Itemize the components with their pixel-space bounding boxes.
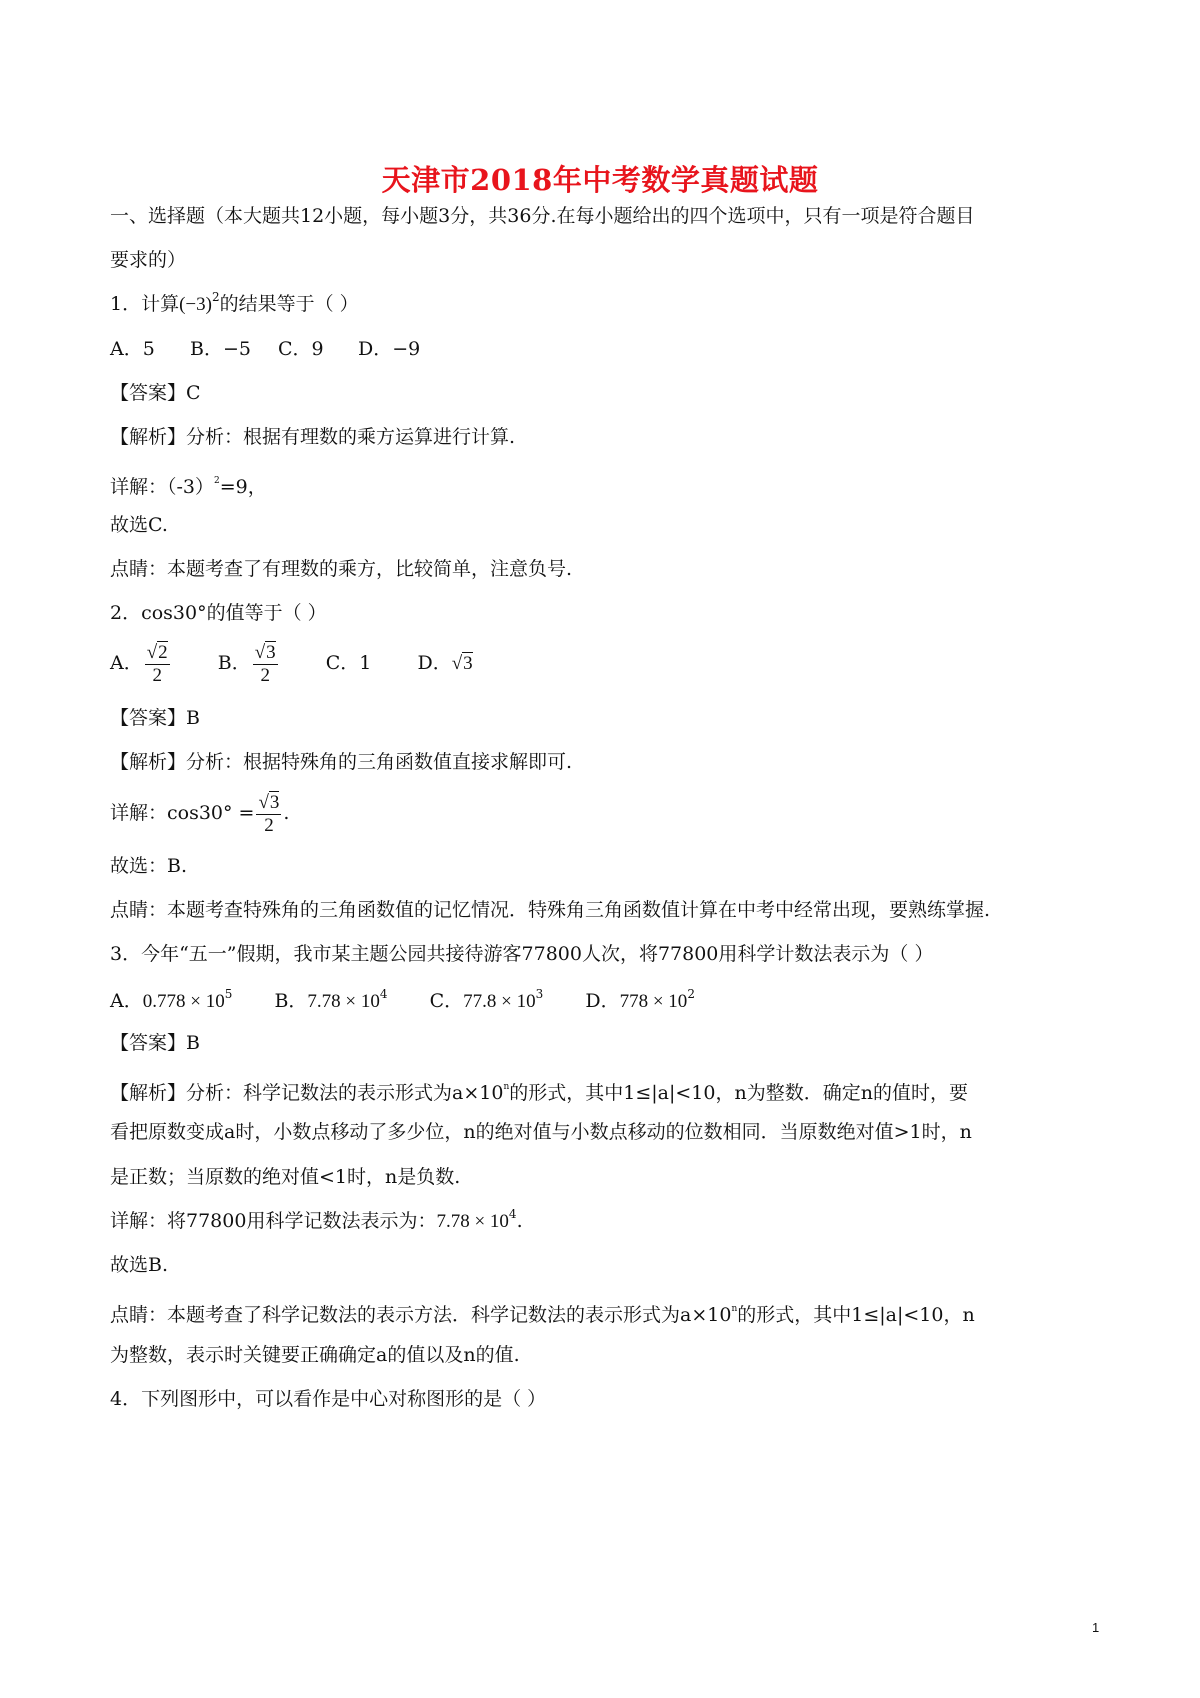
q2-option-a-label: A． xyxy=(110,652,143,674)
q1-detail xyxy=(110,468,267,500)
q3-option-a-exp: 5 xyxy=(224,987,233,1001)
q1-option-d: D．−9 xyxy=(358,338,421,360)
q3-stem: 3．今年“五一”假期，我市某主题公园共接待游客77800人次，将77800用科学计数法表示为（ ） xyxy=(110,943,934,965)
q2-option-b-fraction: $\frac{√3}{2}$ xyxy=(254,641,276,686)
q2-detail-suffix: . xyxy=(283,802,290,824)
q1-stem xyxy=(110,291,359,318)
q3-option-b-label: B． xyxy=(274,990,308,1012)
q3-option-c-mantissa: 77.8 × 10 xyxy=(463,991,536,1012)
q2-detail-prefix: 详解：cos30° = xyxy=(110,802,255,824)
q3-analysis-1-suffix: 的形式，其中1≤|a|<10，n为整数．确定n的值时，要 xyxy=(509,1082,968,1104)
q2-detail-denominator: 2 xyxy=(264,814,274,836)
q3-option-b-mantissa: 7.78 × 10 xyxy=(307,991,380,1012)
q2-option-d-sqrt: √3 xyxy=(451,653,473,674)
q2-options xyxy=(110,638,473,689)
q2-option-d-radicand: 3 xyxy=(463,653,473,674)
q2-option-b-numerator: 3 xyxy=(266,641,276,663)
q3-comment-line-2: 为整数，表示时关键要正确确定a的值以及n的值. xyxy=(110,1344,520,1366)
q1-option-a: A．5 xyxy=(110,338,155,360)
q3-option-d-mantissa: 778 × 10 xyxy=(619,991,688,1012)
q3-detail-mantissa: 7.78 × 10 xyxy=(436,1211,509,1232)
q3-option-d-exp: 2 xyxy=(687,987,695,1001)
q1-option-c: C．9 xyxy=(278,338,324,360)
section-header-line-1: 一、选择题（本大题共12小题，每小题3分，共36分.在每小题给出的四个选项中，只有一项是符合题目 xyxy=(110,205,975,227)
q2-detail-fraction: $\frac{√3}{2}$ xyxy=(258,791,280,836)
q2-detail-numerator: 3 xyxy=(269,791,280,813)
q2-stem: 2．cos30°的值等于（ ） xyxy=(110,602,327,624)
q2-option-d-label: D． xyxy=(417,652,452,674)
q3-option-d-label: D． xyxy=(585,990,620,1012)
q2-option-a-numerator: 2 xyxy=(158,641,168,663)
q3-comment-1-n: n xyxy=(731,1304,738,1314)
q1-analysis: 【解析】分析：根据有理数的乘方运算进行计算. xyxy=(110,426,516,448)
q1-prefix: 1．计算 xyxy=(110,293,180,315)
q2-option-a-fraction: $\frac{√2}{2}$ xyxy=(146,641,168,686)
q2-option-a-denominator: 2 xyxy=(152,664,162,686)
q3-analysis-line-1 xyxy=(110,1074,968,1106)
section-header-line-2: 要求的） xyxy=(110,249,187,271)
q1-option-b: B．−5 xyxy=(190,338,251,360)
q1-comment: 点睛：本题考查了有理数的乘方，比较简单，注意负号. xyxy=(110,558,573,580)
page-number: 1 xyxy=(1092,1620,1100,1635)
q1-conclusion: 故选C. xyxy=(110,514,168,536)
q3-option-b-exp: 4 xyxy=(379,987,388,1001)
q2-comment: 点睛：本题考查特殊角的三角函数值的记忆情况．特殊角三角函数值计算在中考中经常出现，要熟练掌握. xyxy=(110,899,991,921)
q3-option-a-mantissa: 0.778 × 10 xyxy=(142,991,225,1012)
q3-analysis-line-2: 看把原数变成a时，小数点移动了多少位，n的绝对值与小数点移动的位数相同．当原数绝对值>1时，n xyxy=(110,1121,972,1143)
q3-answer: 【答案】B xyxy=(110,1032,200,1054)
q2-option-c: C．1 xyxy=(325,652,372,674)
q1-suffix: 的结果等于（ ） xyxy=(219,293,359,315)
q1-detail-exp: 2 xyxy=(214,476,220,486)
q3-analysis-1-n: n xyxy=(503,1082,510,1092)
q3-detail-prefix: 详解：将77800用科学记数法表示为： xyxy=(110,1210,437,1232)
q2-option-b-denominator: 2 xyxy=(260,664,270,686)
q2-answer: 【答案】B xyxy=(110,707,200,729)
q3-detail-exp: 4 xyxy=(508,1207,517,1221)
q3-comment-line-1 xyxy=(110,1296,975,1328)
q1-expr-base: (−3) xyxy=(179,294,212,315)
q1-expr-exp: 2 xyxy=(211,290,220,304)
q3-detail-suffix: . xyxy=(516,1210,523,1232)
page-title: 天津市2018年中考数学真题试题 xyxy=(381,163,819,197)
q2-option-b-label: B． xyxy=(217,652,251,674)
q3-analysis-line-3: 是正数；当原数的绝对值<1时，n是负数. xyxy=(110,1166,461,1188)
q2-detail xyxy=(110,788,289,838)
q3-detail xyxy=(110,1208,523,1235)
q3-option-a-label: A． xyxy=(110,990,143,1012)
q3-analysis-1-prefix: 【解析】分析：科学记数法的表示形式为a×10 xyxy=(110,1082,504,1104)
q3-option-c-label: C． xyxy=(429,990,464,1012)
q3-options xyxy=(110,988,695,1015)
q3-comment-1-suffix: 的形式，其中1≤|a|<10，n xyxy=(737,1304,975,1326)
q3-conclusion: 故选B. xyxy=(110,1254,169,1276)
q1-answer: 【答案】C xyxy=(110,382,201,404)
q3-comment-1-prefix: 点睛：本题考查了科学记数法的表示方法．科学记数法的表示形式为a×10 xyxy=(110,1304,732,1326)
q1-options xyxy=(110,336,420,362)
q2-analysis: 【解析】分析：根据特殊角的三角函数值直接求解即可. xyxy=(110,751,573,773)
q1-detail-suffix: =9， xyxy=(219,476,267,498)
q1-detail-prefix: 详解：（-3） xyxy=(110,476,215,498)
q4-stem: 4．下列图形中，可以看作是中心对称图形的是（ ） xyxy=(110,1388,547,1410)
q2-conclusion: 故选：B. xyxy=(110,855,188,877)
q3-option-c-exp: 3 xyxy=(535,987,544,1001)
